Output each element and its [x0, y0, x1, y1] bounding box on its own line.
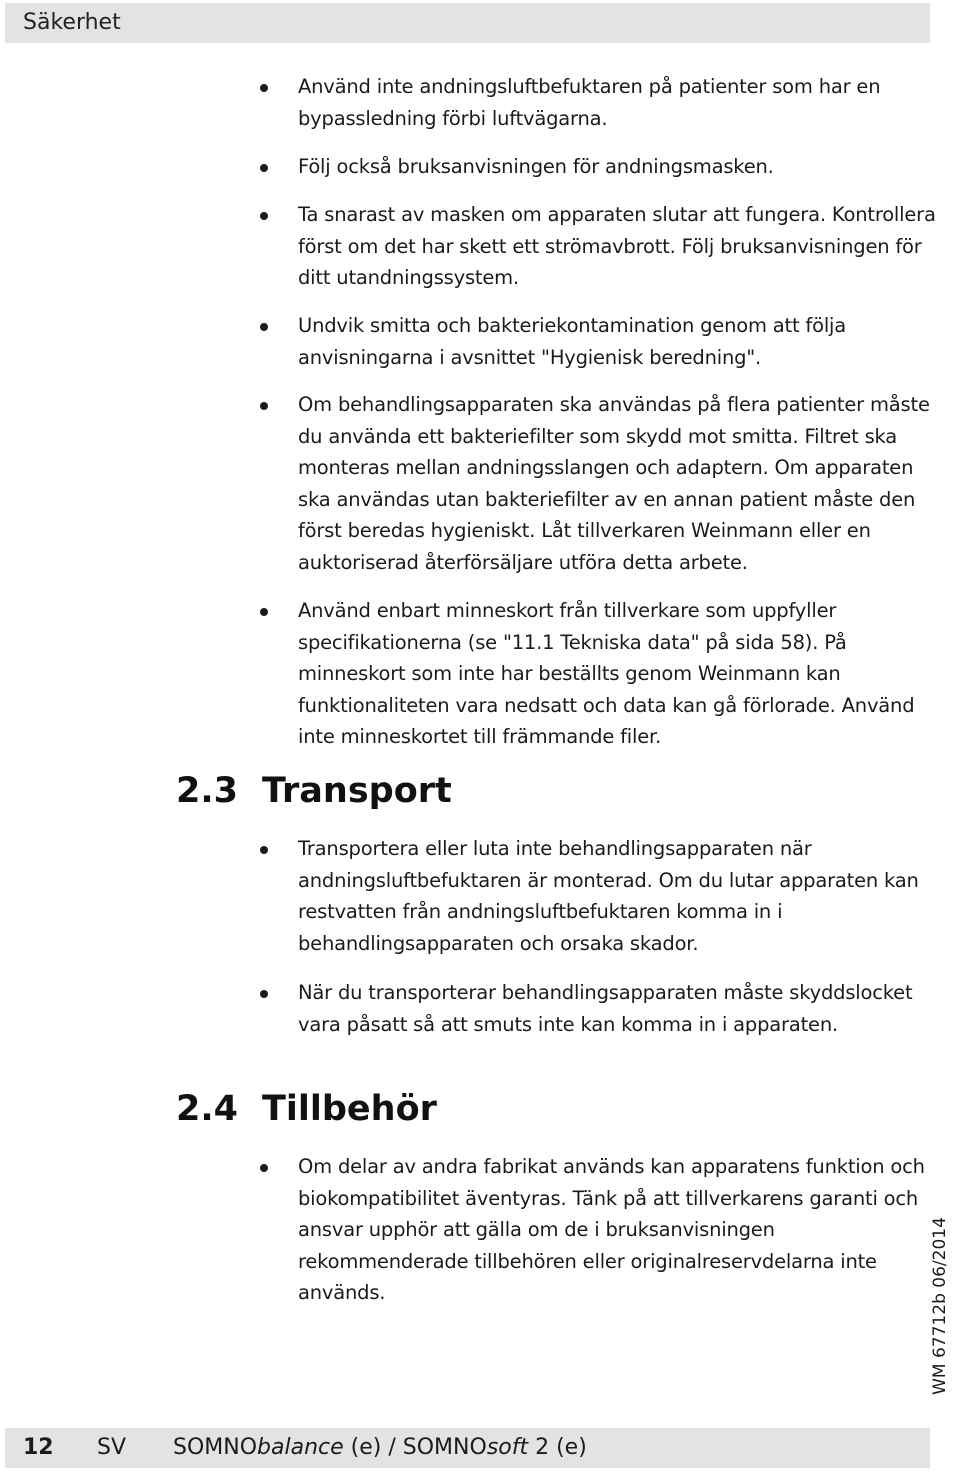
product-1-italic: balance [257, 1435, 344, 1460]
page-number: 12 [23, 1435, 54, 1460]
page-header [5, 3, 930, 43]
bullet-icon [260, 402, 268, 410]
page-footer [5, 1428, 930, 1468]
document-code-text: WM 67712b 06/2014 [930, 1216, 950, 1395]
safety-item-5: Om behandlingsapparaten ska användas på flera patienter måste du använda ett bakteriefilter som skydd mot smitta. Filtret ska monteras mellan andningsslangen och adaptern. Om apparaten ska användas utan bakteriefilter av en annan patient måste den först beredas hygieniskt. Låt tillverkaren Weinmann eller en auktoriserad återförsäljare utföra detta arbete. [298, 393, 930, 574]
safety-item-6: Använd enbart minneskort från tillverkare som uppfyller specifikationerna (se "11.1 Tekniska data" på sida 58). På minneskort som inte har beställts genom Weinmann kan funktionaliteten vara nedsatt och data kan gå förlorade. Använd inte minneskortet till främmande filer. [298, 599, 915, 748]
bullet-icon [260, 990, 268, 998]
safety-item-1: Använd inte andningsluftbefuktaren på patienter som har en bypassledning förbi luftvägarna. [298, 75, 881, 130]
safety-item-2: Följ också bruksanvisningen för andningsmasken. [298, 155, 774, 178]
section-number: 2.4 [176, 1089, 239, 1129]
bullet-icon [260, 846, 268, 854]
bullet-icon [260, 323, 268, 331]
bullet-icon [260, 84, 268, 92]
accessories-item-1: Om delar av andra fabrikat används kan apparatens funktion och biokompatibilitet äventyras. Tänk på att tillverkarens garanti och ansvar upphör att gälla om de i bruksanvisningen rekommenderade tillbehören eller originalreservdelarna inte används. [298, 1155, 925, 1304]
product-names [173, 1428, 587, 1468]
section-heading-accessories [176, 1089, 437, 1129]
language-code: SV [97, 1435, 127, 1460]
section-title: Tillbehör [262, 1089, 437, 1129]
product-1-prefix: SOMNO [173, 1435, 258, 1460]
product-2-suffix: 2 (e) [528, 1435, 587, 1460]
section-number: 2.3 [176, 771, 239, 811]
transport-item-2: När du transporterar behandlingsapparaten måste skyddslocket vara påsatt så att smuts inte kan komma in i apparaten. [298, 981, 913, 1036]
section-heading-transport [176, 771, 452, 811]
transport-item-1: Transportera eller luta inte behandlingsapparaten när andningsluftbefuktaren är monterad. Om du lutar apparaten kan restvatten från andningsluftbefuktaren komma in i behandlingsapparaten och orsaka skador. [298, 837, 919, 955]
document-code [918, 1218, 960, 1393]
product-2-italic: soft [486, 1435, 529, 1460]
safety-item-3: Ta snarast av masken om apparaten slutar att fungera. Kontrollera först om det har skett ett strömavbrott. Följ bruksanvisningen för ditt utandningssystem. [298, 203, 936, 289]
product-2-prefix: SOMNO [402, 1435, 487, 1460]
bullet-icon [260, 164, 268, 172]
safety-item-4: Undvik smitta och bakteriekontamination genom att följa anvisningarna i avsnittet "Hygienisk beredning". [298, 314, 847, 369]
product-1-suffix: (e) / [343, 1435, 403, 1460]
bullet-icon [260, 1164, 268, 1172]
section-title: Transport [262, 771, 452, 811]
bullet-icon [260, 212, 268, 220]
bullet-icon [260, 608, 268, 616]
chapter-title: Säkerhet [23, 10, 121, 35]
